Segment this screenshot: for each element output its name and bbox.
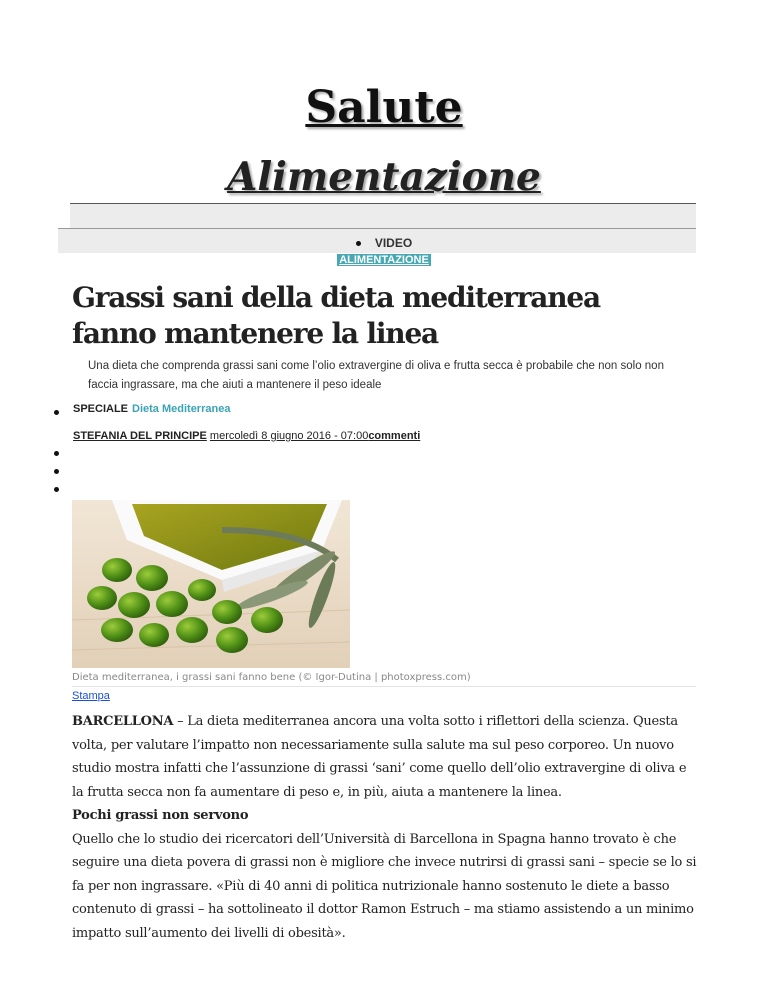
article-body: [72, 710, 700, 945]
sub-navigation: [0, 236, 768, 268]
category-badge[interactable]: ALIMENTAZIONE: [339, 254, 429, 266]
share-bullet-icon: [54, 451, 59, 456]
article-lead: Una dieta che comprenda grassi sani come l’olio extravergine di oliva e frutta secca è probabile che non solo non faccia ingrassare, ma che aiuti a mantenere il peso ideale: [88, 360, 664, 391]
image-caption: Dieta mediterranea, i grassi sani fanno bene (© Igor-Dutina | photoxpress.com): [72, 672, 696, 687]
share-bullet-icon: [54, 469, 59, 474]
bullet-icon: [54, 410, 59, 415]
article-headline: Grassi sani della dieta mediterranea fanno mantenere la linea: [72, 281, 600, 350]
comments-link[interactable]: commenti: [368, 430, 421, 442]
speciale-row: [73, 403, 230, 415]
body-subheading: [72, 804, 700, 828]
body-paragraph: [72, 710, 700, 804]
dateline: BARCELLONA: [72, 714, 174, 729]
nav-video-label[interactable]: VIDEO: [374, 236, 413, 250]
publish-date[interactable]: mercoledì 8 giugno 2016 - 07:00: [209, 430, 369, 442]
section-title[interactable]: Salute: [305, 82, 463, 133]
speciale-label: SPECIALE: [73, 403, 129, 415]
bullet-icon: [356, 241, 361, 246]
byline: [73, 430, 420, 442]
subheading-text: Pochi grassi non servono: [72, 808, 249, 823]
speciale-link[interactable]: Dieta Mediterranea: [132, 403, 231, 415]
nav-item-video[interactable]: [0, 236, 768, 250]
author-link[interactable]: STEFANIA DEL PRINCIPE: [73, 430, 207, 442]
paragraph-text: – La dieta mediterranea ancora una volta sotto i riflettori della scienza. Questa volta, per valutare l’impatto non necessariamente sulla salute ma sul peso corporeo. Un nuovo studio mostra infatti che l’assunzione di grassi ‘sani’ come quello dell’olio extravergine di oliva e la frutta secca non fa aumentare di peso e, in più, aiuta a mantenere la linea.: [72, 714, 687, 800]
body-paragraph: Quello che lo studio dei ricercatori dell’Università di Barcellona in Spagna hanno trovato è che seguire una dieta povera di grassi non è migliore che invece nutrirsi di grassi sani – specie se lo si fa per non ingrassare. «Più di 40 anni di politica nutrizionale hanno sostenuto le diete a basso contenuto di grassi – ha sottolineato il dottor Ramon Estruch – ma stiamo assistendo a un minimo impatto sull’aumento dei livelli di obesità».: [72, 831, 697, 941]
nav-band-top: [70, 203, 696, 228]
print-link[interactable]: Stampa: [72, 690, 110, 702]
share-bullet-icon: [54, 487, 59, 492]
article-image: [72, 500, 350, 668]
subsection-title[interactable]: Alimentazione: [227, 154, 541, 200]
